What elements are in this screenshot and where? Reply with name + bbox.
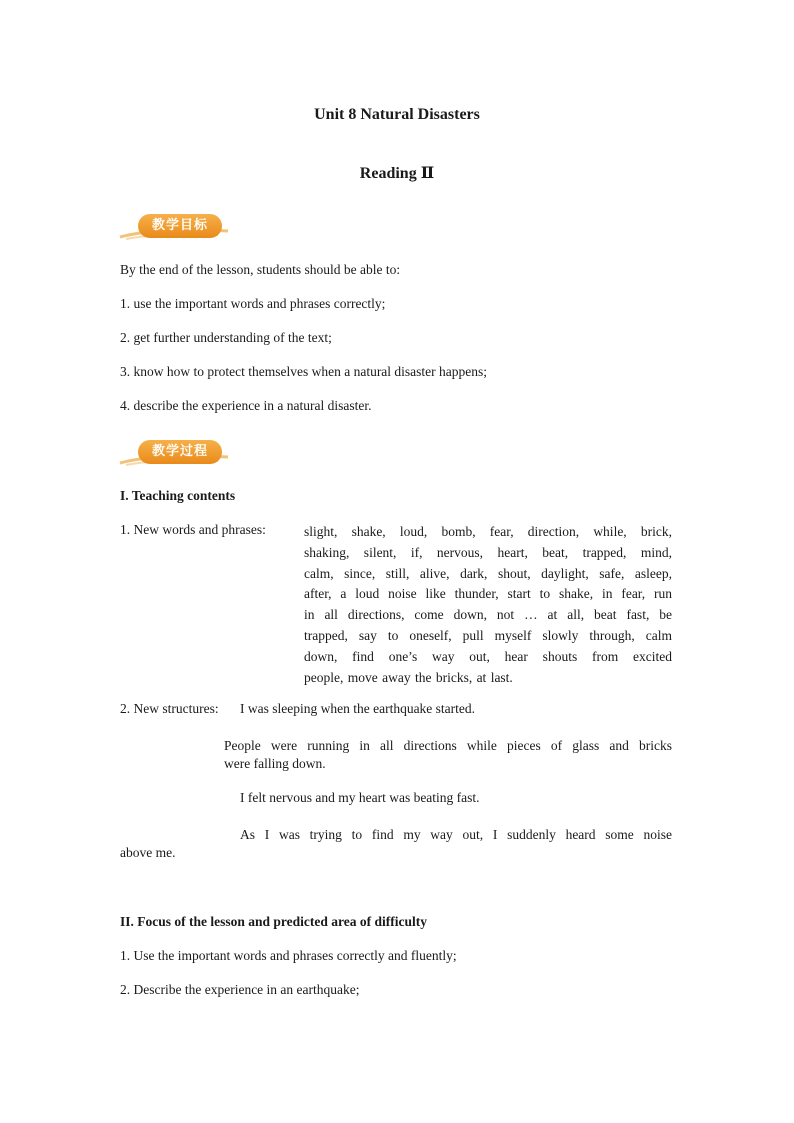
focus-item-1: 1. Use the important words and phrases correctly and fluently; — [120, 948, 457, 963]
structure-1: I was sleeping when the earthquake started. — [240, 701, 476, 716]
objective-item-1: 1. use the important words and phrases correctly; — [120, 296, 386, 311]
objective-item-3: 3. know how to protect themselves when a natural disaster happens; — [120, 364, 488, 379]
words-line: in all directions, come down, not … at all, beat fast, be — [304, 607, 672, 623]
document-subtitle: Reading Ⅱ — [359, 165, 435, 182]
objectives-badge-label: 教学目标 — [138, 214, 222, 238]
structure-3: I felt nervous and my heart was beating fast. — [240, 790, 480, 805]
words-line: down, find one’s way out, hear shouts from excited — [304, 648, 672, 664]
structure-2-line1: People were running in all directions while pieces of glass and bricks — [224, 738, 672, 753]
words-line: people, move away the bricks, at last. — [304, 669, 513, 685]
structure-4-line2: above me. — [120, 845, 176, 860]
document-title: Unit 8 Natural Disasters — [314, 106, 480, 123]
structure-2-line2: were falling down. — [224, 756, 326, 771]
objectives-badge — [118, 211, 238, 241]
objective-item-4: 4. describe the experience in a natural disaster. — [120, 398, 372, 413]
words-line: calm, since, still, alive, dark, shout, daylight, safe, asleep, — [304, 565, 672, 581]
process-badge-label: 教学过程 — [138, 440, 222, 464]
focus-item-2: 2. Describe the experience in an earthquake; — [120, 982, 360, 997]
words-line: slight, shake, loud, bomb, fear, direction, while, brick, — [304, 524, 672, 539]
objective-item-2: 2. get further understanding of the text; — [120, 330, 332, 345]
objectives-intro: By the end of the lesson, students should be able to: — [120, 262, 401, 277]
words-line: shaking, silent, if, nervous, heart, beat, trapped, mind, — [304, 544, 672, 560]
words-label: 1. New words and phrases: — [120, 522, 266, 537]
structures-label: 2. New structures: — [120, 701, 219, 716]
section1-heading: I. Teaching contents — [120, 488, 236, 503]
structure-4-line1: As I was trying to find my way out, I suddenly heard some noise — [240, 827, 672, 842]
words-line: trapped, say to oneself, pull myself slowly through, calm — [304, 628, 672, 643]
words-line: after, a loud noise like thunder, start to shake, in fear, run — [304, 586, 672, 602]
section2-heading: II. Focus of the lesson and predicted area of difficulty — [120, 914, 427, 929]
process-badge — [118, 437, 238, 467]
